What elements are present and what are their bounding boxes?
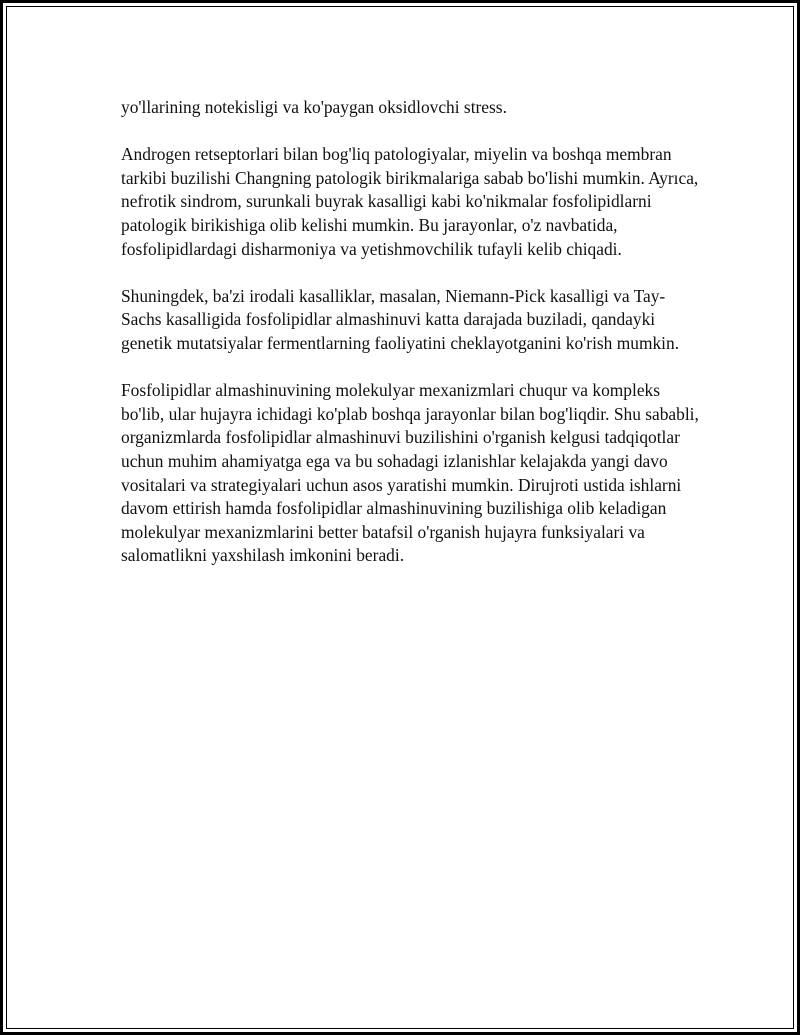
paragraph-1: yo'llarining notekisligi va ko'paygan oksidlovchi stress. xyxy=(121,97,507,117)
paragraph-2: Androgen retseptorlari bilan bog'liq patologiyalar, miyelin va boshqa membran tarkibi buzilishi Changning patologik birikmalariga sabab bo'lishi mumkin. Ayrıca, nefrotik sindrom, surunkali buyrak kasalligi kabi ko'nikmalar fosfolipidlarni patologik birikishiga olib kelishi mumkin. Bu jarayonlar, o'z navbatida, fosfolipidlardagi disharmoniya va yetishmovchilik tufayli kelib chiqadi. xyxy=(121,144,699,259)
paragraph-3: Shuningdek, ba'zi irodali kasalliklar, masalan, Niemann-Pick kasalligi va Tay-Sachs kasalligida fosfolipidlar almashinuvi katta darajada buziladi, qandayki genetik mutatsiyalar fermentlarning faoliyatini cheklayotganini ko'rish mumkin. xyxy=(121,285,680,353)
document-body xyxy=(121,96,701,568)
paragraph-4: Fosfolipidlar almashinuvining molekulyar mexanizmlari chuqur va kompleks bo'lib, ular hujayra ichidagi ko'plab boshqa jarayonlar bilan bog'liqdir. Shu sababli, organizmlarda fosfolipidlar almashinuvi buzilishini o'rganish kelgusi tadqiqotlar uchun muhim ahamiyatga ega va bu sohadagi izlanishlar kelajakda yangi davo vositalari va strategiyalari uchun asos yaratishi mumkin. Dirujroti ustida ishlarni davom ettirish hamda fosfolipidlar almashinuvining buzilishiga olib keladigan molekulyar mexanizmlarini better batafsil o'rganish hujayra funksiyalari va salomatlikni yaxshilash imkonini beradi. xyxy=(121,380,699,566)
